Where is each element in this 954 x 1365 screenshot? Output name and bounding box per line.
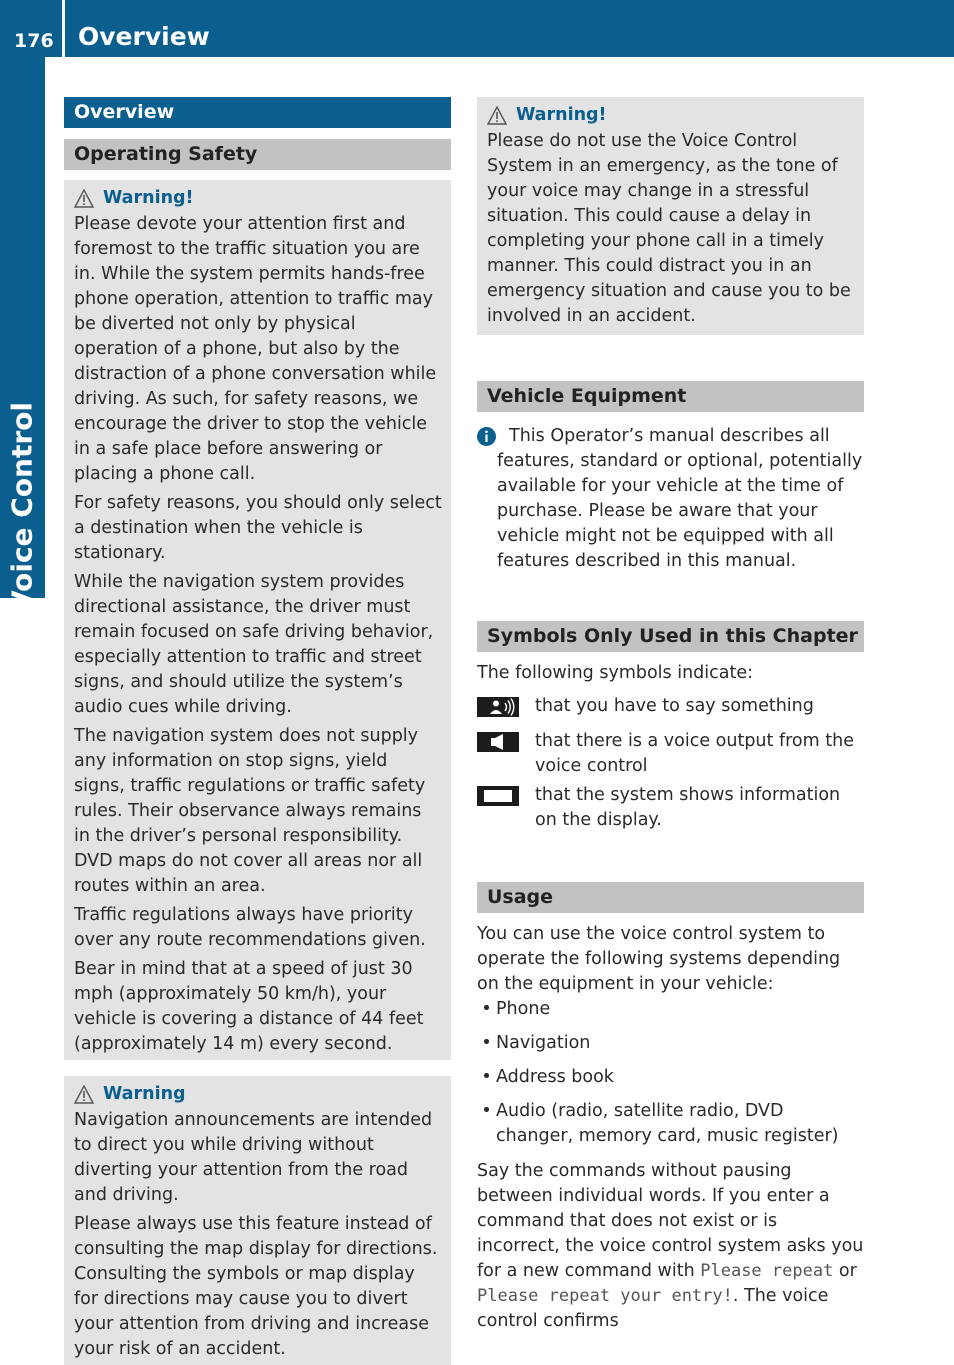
warning-paragraph: While the navigation system provides directional assistance, the driver must remain focused on safe driving behavior, especially attention to traffic and street signs, and should utilize the system’s audio cues while driving. (74, 572, 434, 717)
usage-paragraph: Say the commands without pausing between individual words. If you enter a command that does not exist or is incorrect, the voice control system asks you for a new command with Please repeat or Please repeat your entry!. The voice control confirms (477, 1161, 864, 1331)
warning-box (64, 180, 451, 1060)
header-title: Overview (78, 22, 210, 51)
warning-label: Warning! (516, 104, 607, 125)
command-text: Please repeat (700, 1261, 834, 1281)
symbol-item (477, 729, 864, 779)
list-item: • Audio (radio, satellite radio, DVD changer, memory card, music register) (481, 1101, 839, 1146)
usage-title: Usage (477, 882, 864, 913)
warning-paragraph: Navigation announcements are intended to direct you while driving without diverting your attention from the road and driving. (74, 1110, 433, 1205)
warning-heading (487, 101, 855, 129)
speaker-output-icon (477, 732, 519, 752)
command-text: Please repeat your entry! (477, 1286, 733, 1306)
speak-icon (477, 697, 519, 717)
warning-triangle-icon (74, 1085, 94, 1104)
warning-paragraph: The navigation system does not supply any information on stop signs, yield signs, traffic regulations or traffic safety rules. Their observance always remains in the driver’s personal responsibility. DVD maps do not cover all areas nor all routes within an area. (74, 726, 426, 896)
list-item: • Navigation (481, 1033, 591, 1053)
chapter-tab (0, 57, 45, 613)
symbol-description: that you have to say something (535, 696, 814, 716)
chapter-tab-label: Voice Control (5, 401, 39, 613)
warning-box (477, 97, 864, 335)
page-number: 176 (14, 30, 54, 52)
symbol-description: that there is a voice output from the voice control (535, 731, 854, 776)
symbols-intro: The following symbols indicate: (477, 663, 754, 683)
warning-paragraph: For safety reasons, you should only select a destination when the vehicle is stationary. (74, 493, 442, 563)
usage-intro: You can use the voice control system to operate the following systems depending on the equipment in your vehicle: (477, 924, 841, 994)
display-icon (477, 786, 519, 806)
symbol-item (477, 783, 864, 833)
section-title: Overview (64, 97, 451, 128)
warning-label: Warning! (103, 187, 194, 208)
symbol-item (477, 694, 864, 725)
info-note (477, 424, 864, 574)
right-column (477, 97, 864, 1334)
warning-triangle-icon (487, 106, 507, 125)
list-item: • Address book (481, 1067, 614, 1087)
warning-triangle-icon (74, 189, 94, 208)
info-icon (477, 427, 496, 446)
subsection-title: Operating Safety (64, 139, 451, 170)
left-column (64, 97, 451, 1365)
list-item: • Phone (481, 999, 551, 1019)
page-header (0, 0, 954, 57)
warning-heading (74, 184, 442, 212)
warning-box (64, 1076, 451, 1365)
vehicle-equipment-title: Vehicle Equipment (477, 381, 864, 412)
warning-label: Warning (103, 1083, 186, 1104)
header-divider (62, 0, 65, 57)
symbol-description: that the system shows information on the display. (535, 785, 841, 830)
warning-paragraph: Please do not use the Voice Control System in an emergency, as the tone of your voice may change in a stressful situation. This could cause a delay in completing your phone call in a timely manner. This could distract you in an emergency situation and cause you to be involved in an accident. (487, 131, 851, 326)
warning-paragraph: Bear in mind that at a speed of just 30 mph (approximately 50 km/h), your vehicle is covering a distance of 44 feet (approximately 14 m) every second. (74, 959, 424, 1054)
warning-paragraph: Please devote your attention first and foremost to the traffic situation you are in. While the system permits hands-free phone operation, attention to traffic may be diverted not only by physical operation of a phone, but also by the distraction of a phone conversation while driving. As such, for safety reasons, we encourage the driver to stop the vehicle in a safe place before answering or placing a phone call. (74, 214, 437, 484)
symbols-title: Symbols Only Used in this Chapter (477, 621, 864, 652)
warning-heading (74, 1080, 442, 1108)
warning-paragraph: Please always use this feature instead of consulting the map display for directions. Consulting the symbols or map display for directions may cause you to divert your attention from driving and increase your risk of an accident. (74, 1214, 438, 1359)
warning-paragraph: Traffic regulations always have priority over any route recommendations given. (74, 905, 426, 950)
info-text: This Operator’s manual describes all features, standard or optional, potentially available for your vehicle at the time of purchase. Please be aware that your vehicle might not be equipped with all features described in this manual. (497, 426, 863, 571)
